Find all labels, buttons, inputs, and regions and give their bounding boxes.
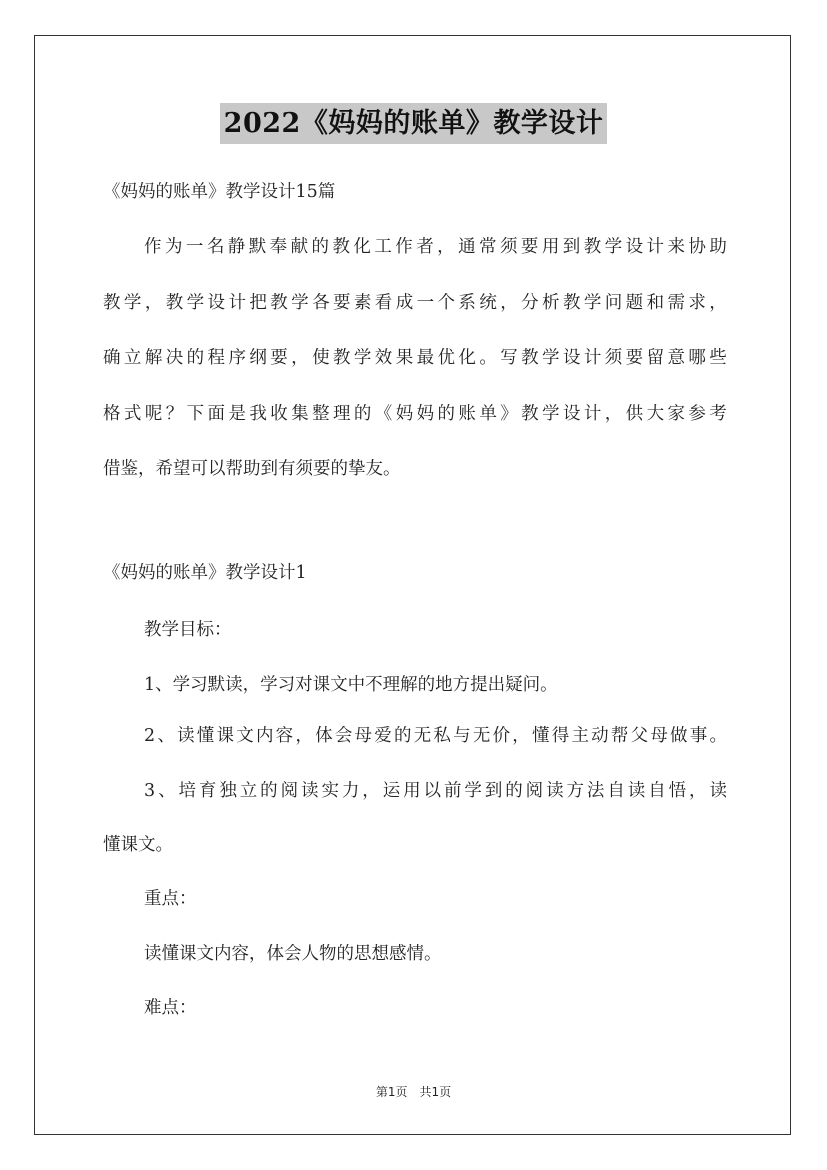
intro-line-5: 借鉴，希望可以帮助到有须要的挚友。 [103,459,401,479]
document-subtitle: 《妈妈的账单》教学设计15篇 [103,182,336,202]
key-label: 重点： [144,889,197,909]
title-wrap [0,103,827,144]
objective-3-line-1: 3 、 培 育 独 立 的 阅 读 实 力 ， 运 用 以 前 学 到 的 阅 读 方 法 自 读 自 悟 ， 读 [144,781,727,801]
intro-line-4: 格 式 呢 ？ 下 面 是 我 收 集 整 理 的 《 妈 妈 的 账 单 》 教 学 设 计 ， 供 大 家 参 考 [103,404,727,424]
difficulty-label: 难点： [144,998,197,1018]
intro-line-2: 教 学 ， 教 学 设 计 把 教 学 各 要 素 看 成 一 个 系 统 ， 分 析 教 学 问 题 和 需 求 ， [103,293,727,313]
objectives-label: 教学目标： [144,620,232,640]
objective-2: 2 、 读 懂 课 文 内 容 ， 体 会 母 爱 的 无 私 与 无 价 ， 懂 得 主 动 帮 父 母 做 事 。 [144,726,727,746]
page-footer: 第1页 共1页 [375,1085,452,1099]
key-text: 读懂课文内容，体会人物的思想感情。 [144,944,442,964]
document-title: 2022《妈妈的账单》教学设计 [220,103,608,144]
section-heading: 《妈妈的账单》教学设计1 [103,563,307,583]
objective-3-line-2: 懂课文。 [103,835,173,855]
intro-line-1: 作 为 一 名 静 默 奉 献 的 教 化 工 作 者 ， 通 常 须 要 用 到 教 学 设 计 来 协 助 [144,237,727,257]
intro-line-3: 确 立 解 决 的 程 序 纲 要 ， 使 教 学 效 果 最 优 化 。 写 教 学 设 计 须 要 留 意 哪 些 [103,348,727,368]
objective-1: 1、学习默读，学习对课文中不理解的地方提出疑问。 [144,675,558,695]
